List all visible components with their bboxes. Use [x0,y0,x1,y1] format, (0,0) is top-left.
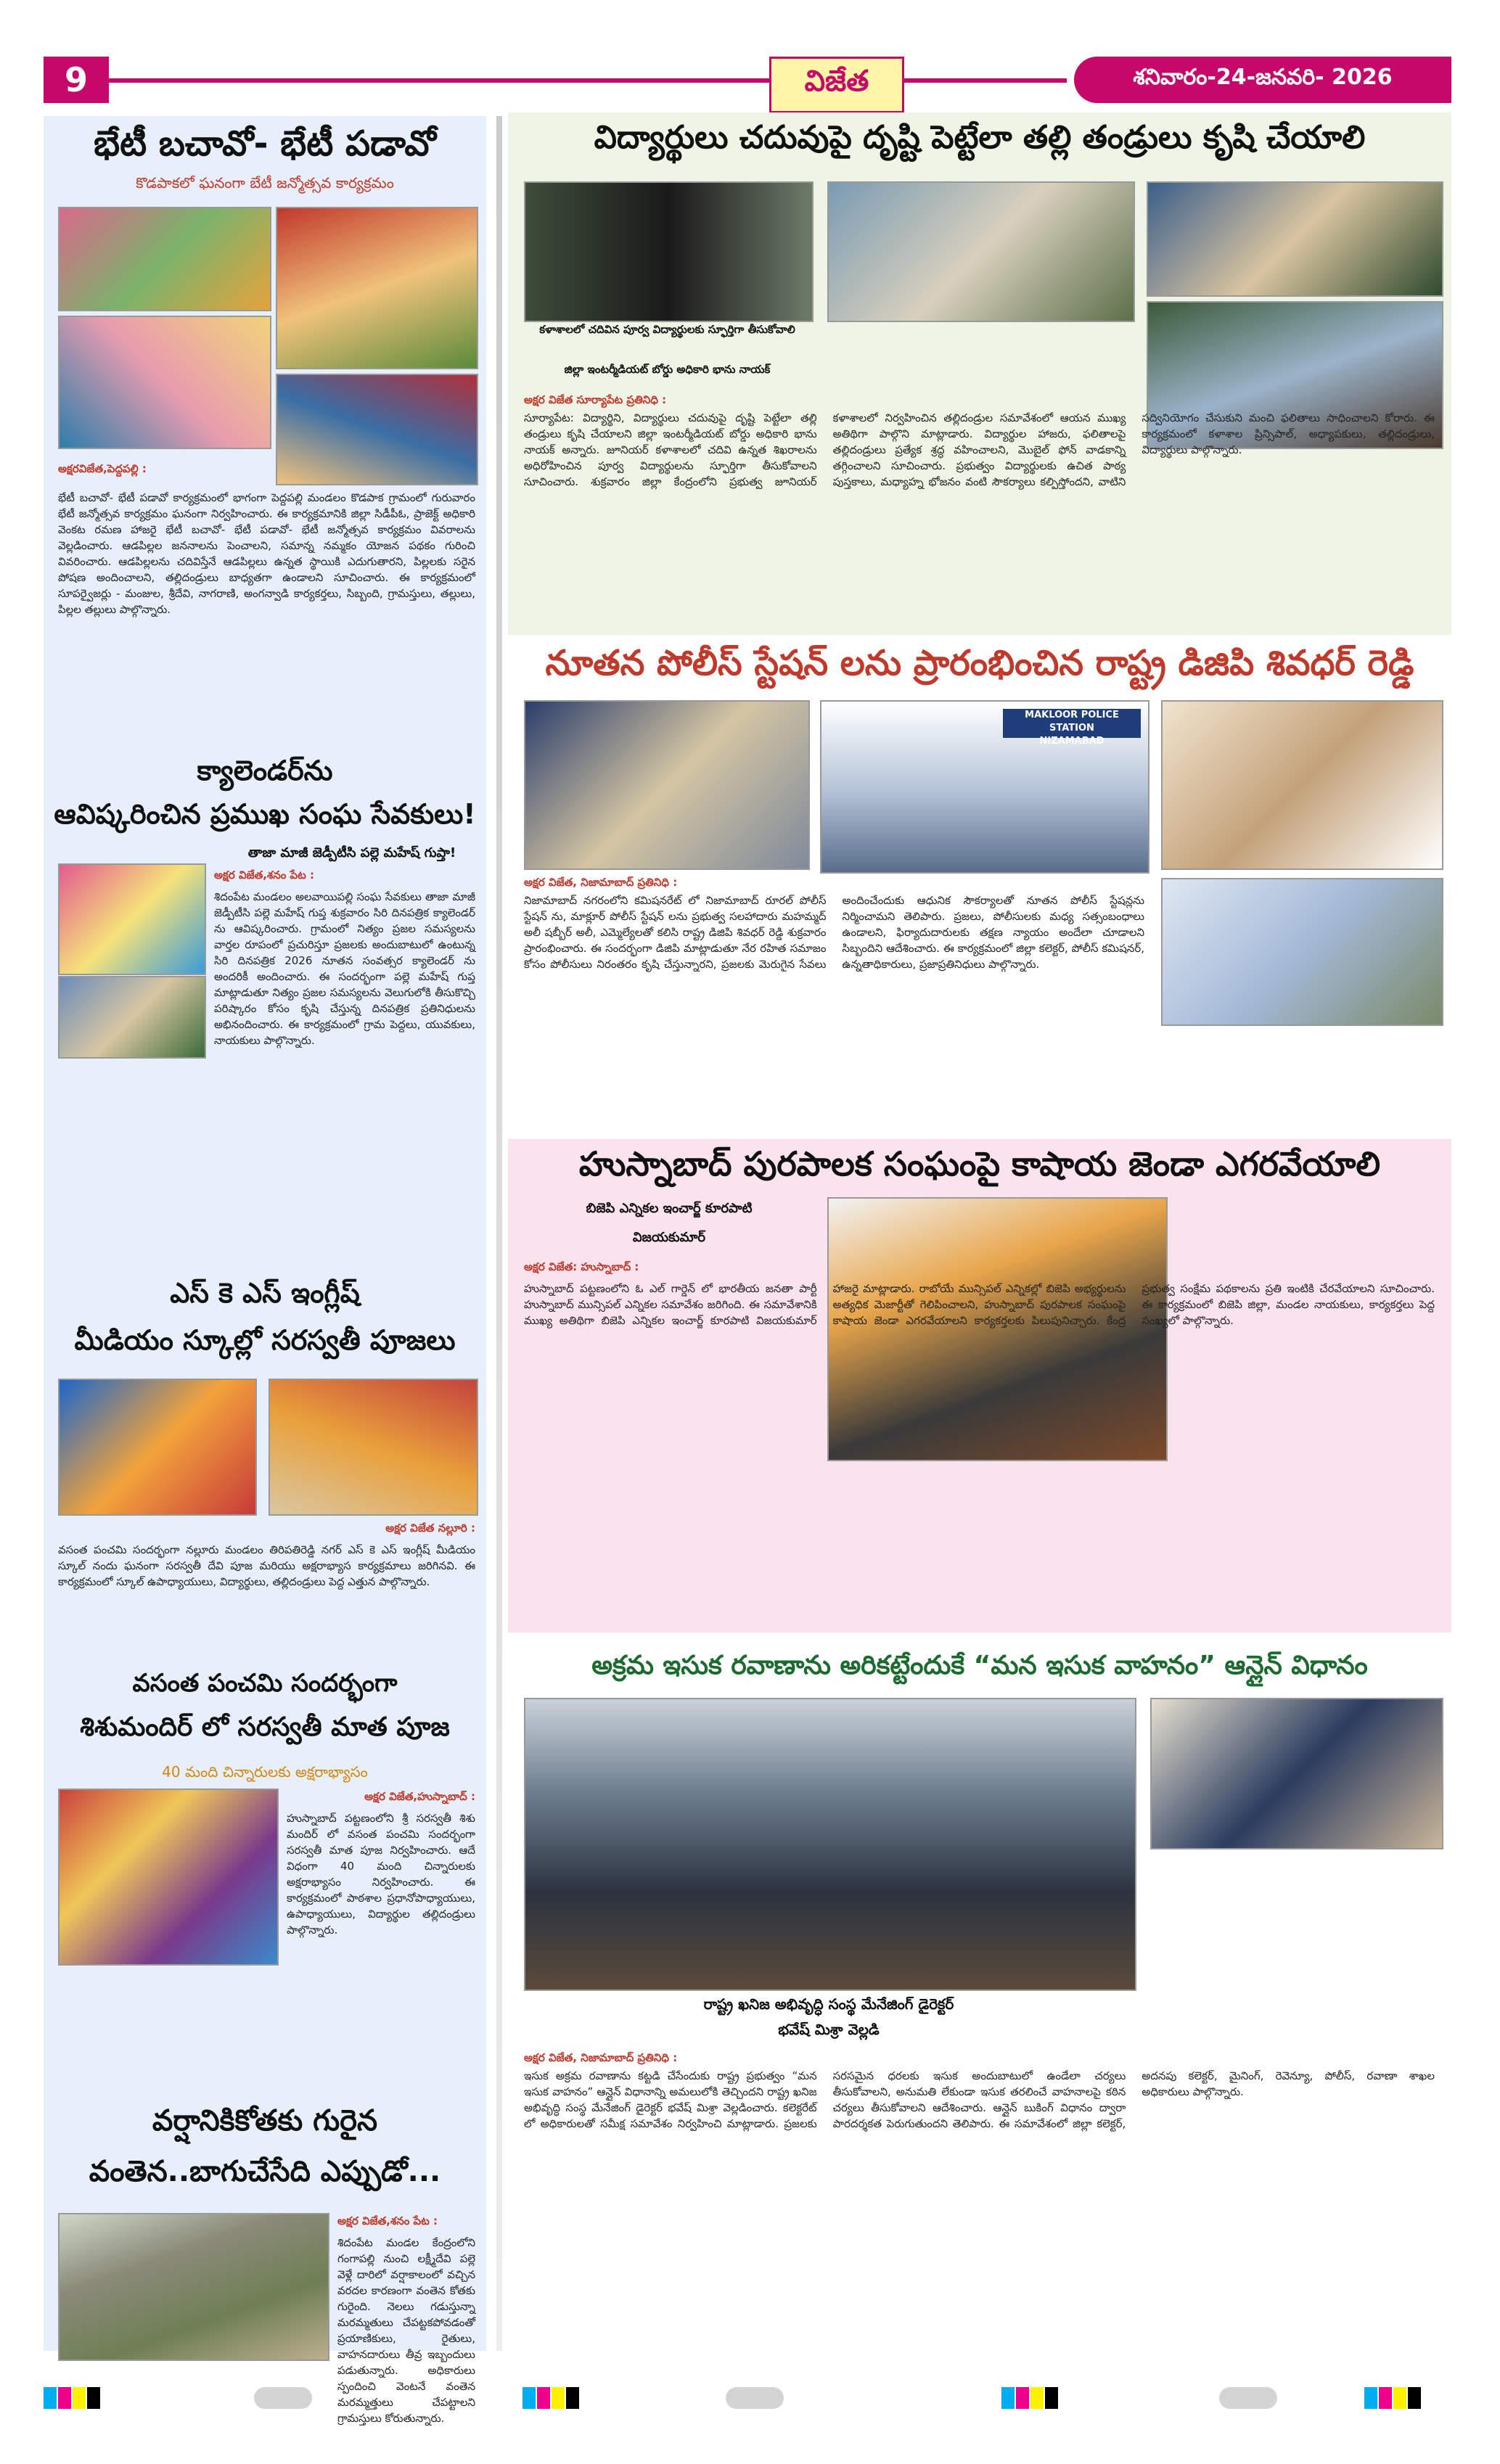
story-headline: వంతెన..బాగుచేసేది ఎప్పుడో... [89,2155,441,2188]
story-byline-wrap [524,1259,814,1281]
story-byline: అక్షర విజేత, నిజామాబాద్ ప్రతినిధి : [524,2051,678,2064]
sign-subtext: NIZAMABAD [1039,736,1104,747]
story-headline: నూతన పోలీస్ స్టేషన్ లను ప్రారంభించిన రాష్ట్ర డిజిపి శివధర్ రెడ్డి [545,643,1414,683]
story-body: శిదంపేట మండల కేంద్రంలోని గంగాపల్లి నుంచి లక్ష్మీదేవి పల్లె వెళ్లే దారిలో వర్షాకాలంలో వచ్చిన వరదల కారణంగా వంతెన కోతకు గురైంది. నెలలు గడుస్తున్నా మరమ్మతులు చేపట్టకపోవడంతో ప్రయాణికులు, రైతులు, వాహనదారులు తీవ్ర ఇబ్బందులు పడుతున్నారు. అధికారులు స్పందించి వెంటనే వంతెన మరమ్మత్తులు చేపట్టాలని గ్రామస్తులు కోరుతున్నారు. [337,2236,475,2425]
story-photo [524,1698,1136,1991]
speaker-caption: జిల్లా ఇంటర్మీడియట్ బోర్డు అధికారి భాను నాయక్ [564,363,771,376]
issue-date: శనివారం-24-జనవరి- 2026 [1074,57,1451,103]
story-photo [58,1789,279,1966]
registration-oval [726,2387,784,2409]
story-photo [820,700,1149,874]
story-photo [1150,1698,1443,1849]
registration-mark [1379,2387,1392,2409]
story-photo [58,207,271,311]
story-photo [524,181,813,322]
registration-mark [1408,2387,1421,2409]
story-headline: హుస్నాబాద్ పురపాలక సంఘంపై కాషాయ జెండా ఎగరవేయాలి [578,1144,1381,1183]
story-byline: అక్షర విజేత,హుస్నాబాద్ : [364,1790,475,1803]
story-photo [1161,878,1443,1026]
story-body: హుస్నాబాద్ పట్టణంలోని శ్రీ సరస్వతీ శిశు మందిర్ లో వసంత పంచమి సందర్భంగా సరస్వతీ మాత పూజ నిర్వహించారు. ఆదే విధంగా 40 మంది చిన్నారులకు అక్షరాభ్యాసం నిర్వహించారు. ఈ కార్యక్రమంలో పాఠశాల ప్రధానోపాధ్యాయులు, ఉపాధ్యాయులు, విద్యార్థుల తల్లిదండ్రులు పాల్గొన్నారు. [287,1812,475,1937]
registration-mark [566,2387,579,2409]
registration-mark [87,2387,100,2409]
story-photo [1147,181,1443,297]
story-photo [276,374,478,485]
sign-text: MAKLOOR POLICE STATION [1025,710,1119,734]
story-photo [58,976,206,1059]
page-number: 9 [44,57,109,103]
story-body: వసంత పంచమి సందర్భంగా నల్లూరు మండలం తిరిపతిరెడ్డి నగర్ ఎస్ కె ఎస్ ఇంగ్లీష్ మీడియం స్కూల్ నందు ఘనంగా సరస్వతీ దేవి పూజ మరియు అక్షరాభ్యాస కార్యక్రమాలు జరిగినవి. ఈ కార్యక్రమంలో స్కూల్ ఉపాధ్యాయులు, విద్యార్థులు, తల్లిదండ్రులు పెద్ద ఎత్తున పాల్గొన్నారు. [58,1543,475,1588]
registration-mark [552,2387,565,2409]
story-byline: అక్షర విజేత నల్లూరి : [385,1521,475,1535]
registration-mark [522,2387,536,2409]
story-byline-wrap [58,461,269,490]
registration-mark [1030,2387,1044,2409]
story-byline-wrap [287,1789,475,1810]
story-subhead: బిజెపి ఎన్నికల ఇంచార్జ్ కూరపాటి [586,1201,753,1216]
story-body: భేటీ బచావో- భేటీ పడావో కార్యక్రమంలో భాగంగా పెద్దపల్లి మండలం కొడపాక గ్రామంలో గురువారం భేటీ జన్మోత్సవ కార్యక్రమం ఘనంగా నిర్వహించారు. ఈ కార్యక్రమానికి జిల్లా సిడీపీఓ, ప్రాజెక్ట్ అధికారి వెంకట రమణ హాజరై భేటీ బచావో- భేటీ పడావో- భేటీ జన్మోత్సవ కార్యక్రమం వివరాలను వెల్లడించారు. ఆడపిల్లల జననాలను పెంచాలని, సమాన్న నమ్మకం యోజన పథకం గురించి వివరించారు. ఆడపిల్లలను చదివిస్తేనే ఆడపిల్లలు ఉన్నత స్థాయికి ఎదుగుతారని, పిల్లలకు సరైన పోషణ అందించాలని, తల్లిదండ్రులు బాధ్యతగా ఉండాలని సూచించారు. ఈ కార్యక్రమంలో సూపర్వైజర్లు - మంజుల, శ్రీదేవి, నాగరాణి, అంగన్వాడి కార్యకర్తలు, సిబ్బంది, గ్రామస్తులు, తల్లులు, పిల్లల తల్లులు పాల్గొన్నారు. [58,491,475,616]
story-subhead: విజయకుమార్ [632,1230,706,1245]
story-body: సూర్యాపేట: విద్యార్థిని, విద్యార్థులు చదువుపై దృష్టి పెట్టేలా తల్లి తండ్రులు కృషి చేయాలని జిల్లా ఇంటర్మీడియట్ బోర్డు అధికారి భాను నాయక్ అన్నారు. జూనియర్ కళాశాలలో చదివి ఉన్నత శిఖరాలను అధిరోహించిన పూర్వ విద్యార్థులను స్ఫూర్తిగా తీసుకోవాలని సూచించారు. శుక్రవారం జిల్లా కేంద్రంలోని ప్రభుత్వ జూనియర్ కళాశాలలో నిర్వహించిన తల్లిదండ్రుల సమావేశంలో ఆయన ముఖ్య అతిథిగా పాల్గొని మాట్లాడారు. విద్యార్థుల హాజరు, ఫలితాలపై తల్లిదండ్రులు ప్రత్యేక శ్రద్ధ వహించాలని, మొబైల్ ఫోన్ వాడకాన్ని తగ్గించాలని సూచించారు. ప్రభుత్వం విద్యార్థులకు ఉచిత పాఠ్య పుస్తకాలు, మధ్యాహ్న భోజనం వంటి సౌకర్యాలు కల్పిస్తోందని, వాటిని సద్వినియోగం చేసుకుని మంచి ఫలితాలు సాధించాలని కోరారు. ఈ కార్యక్రమంలో కళాశాల ప్రిన్సిపాల్, అధ్యాపకులు, తల్లిదండ్రులు, విద్యార్థులు పాల్గొన్నారు. [524,411,1435,488]
story-photo [269,1379,478,1516]
story-photo [276,207,478,369]
story-subhead: కొడపాకలో ఘనంగా బేటీ జన్మోత్సవ కార్యక్రమం [136,174,394,192]
photo-caption: కళాశాలలో చదివిన పూర్వ విద్యార్థులకు స్ఫూర్తిగా తీసుకోవాలి [539,323,795,336]
story-byline: అక్షర విజేత: హుస్నాబాద్ : [524,1260,639,1273]
registration-mark [537,2387,550,2409]
story-body: హుస్నాబాద్ పట్టణంలోని ఓ ఎల్ గార్డెన్ లో భారతీయ జనతా పార్టీ హుస్నాబాద్ మున్సిపల్ ఎన్నికల సమావేశం జరిగింది. ఈ సమావేశానికి ముఖ్య అతిథిగా బిజెపి ఎన్నికల ఇంచార్జ్ కూరపాటి విజయకుమార్ హాజరై మాట్లాడారు. రాబోయే మున్సిపల్ ఎన్నికల్లో బిజెపి అభ్యర్థులను అత్యధిక మెజార్టీతో గెలిపించాలని, హుస్నాబాద్ పురపాలక సంఘంపై కాషాయ జెండా ఎగరవేయాలని కార్యకర్తలకు పిలుపునిచ్చారు. కేంద్ర ప్రభుత్వ సంక్షేమ పథకాలను ప్రతి ఇంటికి చేరవేయాలని సూచించారు. ఈ కార్యక్రమంలో బిజెపి జిల్లా, మండల నాయకులు, కార్యకర్తలు పెద్ద సంఖ్యలో పాల్గొన్నారు. [524,1282,1435,1327]
story-byline: అక్షర విజేత,శనం పేట : [214,868,315,882]
story-byline: అక్షర విజేత సూర్యాపేట ప్రతినిధి : [524,393,667,406]
story-headline: అక్రమ ఇసుక రవాణాను అరికట్టేందుకే “మన ఇసుక వాహనం” ఆన్లైన్ విధానం [591,1651,1368,1680]
registration-mark [44,2387,57,2409]
registration-mark [73,2387,86,2409]
photo-caption: రాష్ట్ర ఖనిజ అభివృద్ధి సంస్థ మేనేజింగ్ డైరెక్టర్ [703,1995,954,2013]
story-headline: శిశుమందిర్ లో సరస్వతీ మాత పూజ [80,1712,450,1742]
registration-oval [1219,2387,1277,2409]
registration-mark [1393,2387,1406,2409]
story-headline: విద్యార్థులు చదువుపై దృష్టి పెట్టేలా తల్లి తండ్రులు కృషి చేయాలి [594,119,1366,156]
story-headline: ఆవిష్కరించిన ప్రముఖ సంఘ సేవకులు! [54,798,476,830]
story-headline: వసంత పంచమి సందర్భంగా [132,1669,398,1698]
registration-mark [1045,2387,1058,2409]
left-column [44,116,486,2425]
story-headline: మీడియం స్కూల్లో సరస్వతీ పూజలు [74,1324,456,1356]
registration-mark [58,2387,71,2409]
newspaper-logo: విజేత [769,57,904,113]
story-headline: వర్షానికికోతకు గురైన [152,2104,378,2137]
story-byline-wrap [214,867,475,889]
story-photo [524,700,810,870]
story-subhead: 40 మంది చిన్నారులకు అక్షరాభ్యాసం [162,1763,368,1781]
story-byline: అక్షర విజేత,శనం పేట : [337,2214,438,2227]
story-photo [58,863,206,975]
story-headline: క్యాలెండర్‌ను [197,755,333,787]
photo-caption: భవేష్ మిశ్రా వెల్లడి [778,2021,880,2038]
story-byline: అక్షరవిజేత,పెద్దపల్లి : [58,462,147,475]
registration-mark [1001,2387,1015,2409]
story-byline: అక్షర విజేత, నిజామాబాద్ ప్రతినిధి : [524,876,678,889]
header-rule [109,78,1067,83]
registration-mark [1016,2387,1029,2409]
registration-oval [254,2387,312,2409]
story-byline-wrap [58,1520,475,1542]
story-headline: ఎస్ కె ఎస్ ఇంగ్లీష్ [170,1277,360,1309]
story-body: ఇసుక అక్రమ రవాణాను కట్టడి చేసేందుకు రాష్ట్ర ప్రభుత్వం “మన ఇసుక వాహనం” ఆన్లైన్ విధానాన్ని అమలులోకి తెచ్చిందని రాష్ట్ర ఖనిజ అభివృద్ధి సంస్థ మేనేజింగ్ డైరెక్టర్ భవేష్ మిశ్రా వెల్లడించారు. కలెక్టరేట్ లో అధికారులతో సమీక్ష సమావేశం నిర్వహించి మాట్లాడారు. ప్రజలకు సరసమైన ధరలకు ఇసుక అందుబాటులో ఉండేలా చర్యలు తీసుకోవాలని, అనుమతి లేకుండా ఇసుక తరలించే వాహనాలపై కఠిన చర్యలు తీసుకోవాలని ఆదేశించారు. ఆన్లైన్ బుకింగ్ విధానం ద్వారా పారదర్శకత పెరుగుతుందని తెలిపారు. ఈ సమావేశంలో జిల్లా కలెక్టర్, అదనపు కలెక్టర్, మైనింగ్, రెవెన్యూ, పోలీస్, రవాణా శాఖల అధికారులు పాల్గొన్నారు. [524,2069,1435,2130]
story-body: శిదంపేట మండలం అలవాయిపల్లి సంఘ సేవకులు తాజా మాజీ జెడ్పీటీసి పల్లె మహేష్ గుప్త శుక్రవారం సిరి దినపత్రిక క్యాలెండర్ ను ఆవిష్కరించారు. గ్రామంలో నిత్యం ప్రజల సమస్యలను వార్తల రూపంలో ప్రచురిస్తూ ప్రజలకు అందుబాటులో ఉంటున్న సిరి దినపత్రిక 2026 నూతన సంవత్సర క్యాలెండర్ ను అందరికీ అందించారు. ఈ సందర్భంగా పల్లె మహేష్ గుప్త మాట్లాడుతూ నిత్యం ప్రజల సమస్యలను వెలుగులోకి తీసుకొచ్చి పరిష్కారం కోసం కృషి చేస్తున్న దినపత్రిక ప్రతినిధులను అభినందించారు. ఈ కార్యక్రమంలో గ్రామ పెద్దలు, యువకులు, నాయకులు పాల్గొన్నారు. [214,890,475,1047]
column-divider [496,116,502,2351]
story-headline: భేటీ బచావో- భేటీ పడావో [94,123,436,164]
story-photo [1161,700,1443,870]
registration-mark [1364,2387,1377,2409]
story-body: నిజామాబాద్ నగరంలోని కమిషనరేట్ లో నిజామాబాద్ రూరల్ పోలీస్ స్టేషన్ ను, మాక్లూర్ పోలీస్ స్టేషన్ లను ప్రభుత్వ సలహాదారు మహమ్మద్ అలీ షబ్బీర్ అలీ, ఎమ్మెల్యేలతో కలిసి రాష్ట్ర డిజిపి శివధర్ రెడ్డి శుక్రవారం ప్రారంభించారు. ఈ సందర్భంగా డిజిపి మాట్లాడుతూ నేర రహిత సమాజం కోసం పోలీసులు నిరంతరం కృషి చేస్తున్నారని, ప్రజలకు మెరుగైన సేవలు అందించేందుకు ఆధునిక సౌకర్యాలతో నూతన పోలీస్ స్టేషన్లను నిర్మించామని తెలిపారు. ప్రజలు, పోలీసులకు మధ్య సత్సంబంధాలు ఉండాలని, ఫిర్యాదుదారులకు తక్షణ న్యాయం అందేలా చూడాలని సిబ్బందిని ఆదేశించారు. ఈ కార్యక్రమంలో జిల్లా కలెక్టర్, పోలీస్ కమిషనర్, ఉన్నతాధికారులు, ప్రజాప్రతినిధులు పాల్గొన్నారు. [524,894,1144,971]
story-subhead: తాజా మాజీ జెడ్పీటీసి పల్లె మహేష్ గుప్తా! [247,845,456,861]
story-photo [58,1379,257,1516]
police-station-sign [1003,709,1141,747]
story-photo [827,181,1135,322]
story-byline-wrap [337,2213,475,2235]
story-photo [58,316,271,449]
